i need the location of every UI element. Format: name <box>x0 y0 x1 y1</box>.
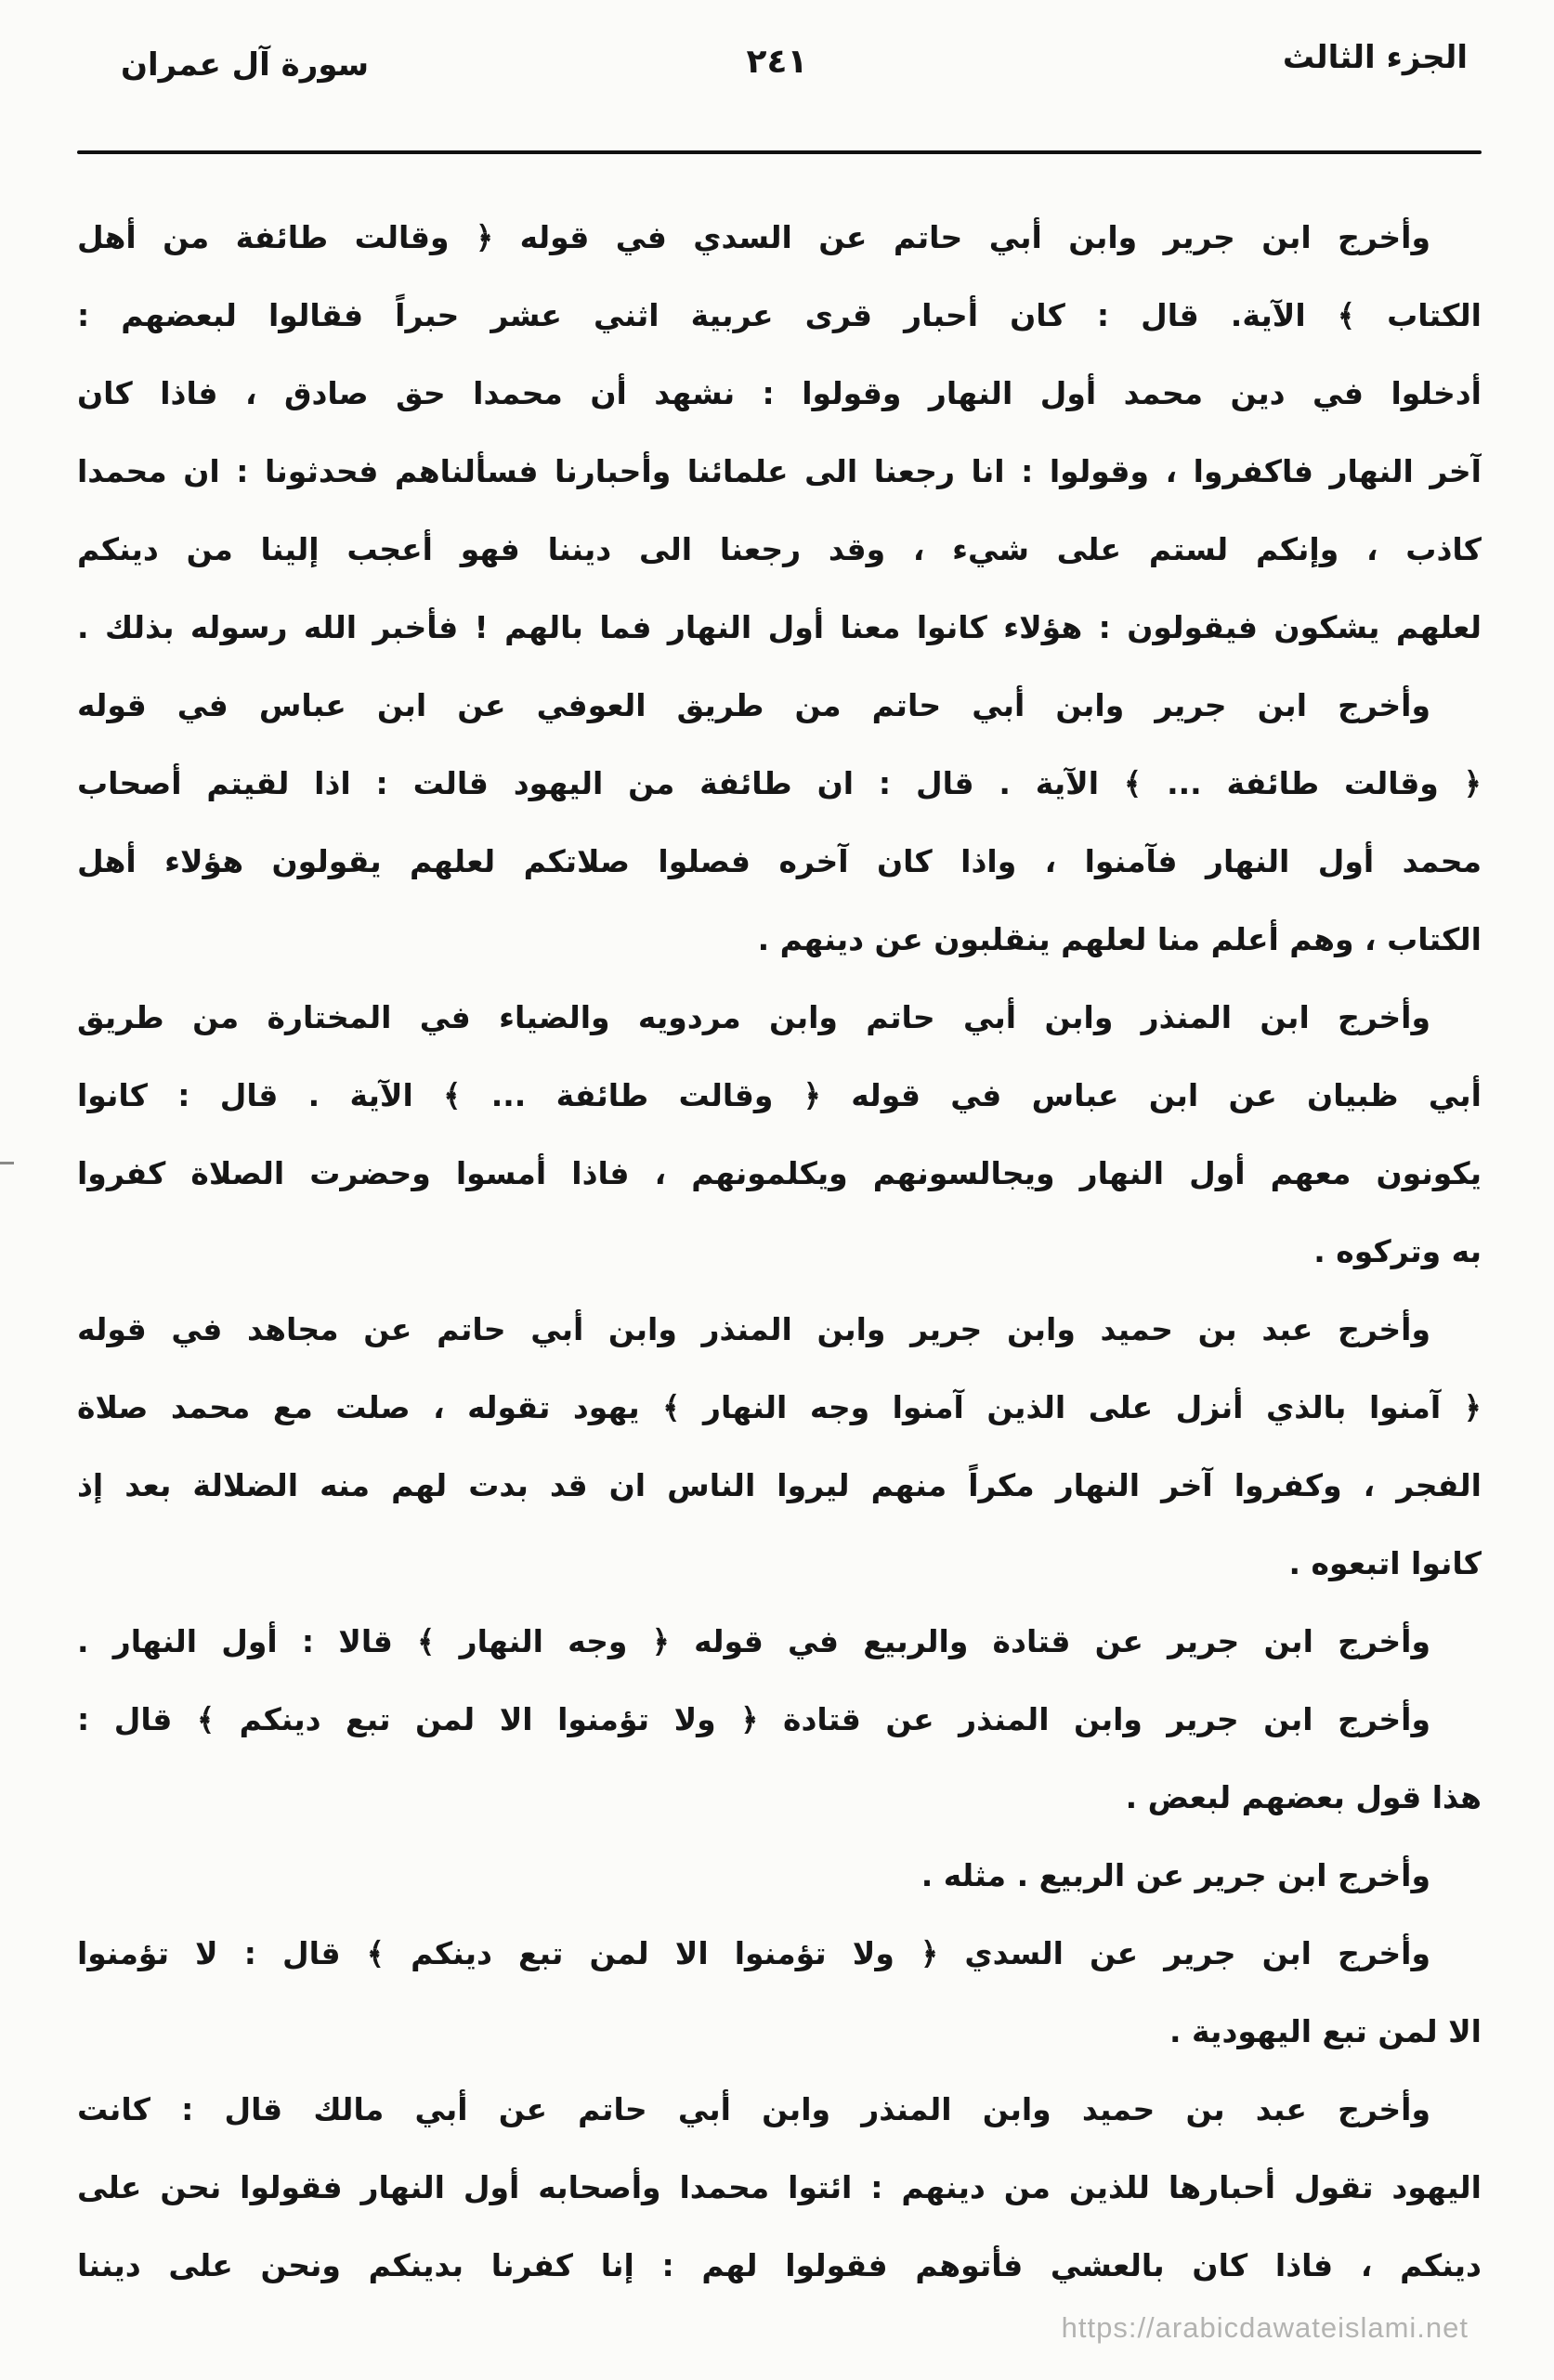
body-line: دينكم ، فاذا كان بالعشي فأتوهم فقولوا لهم : إنا كفرنا بدينكم ونحن على ديننا <box>77 2247 1482 2283</box>
body-line: وأخرج عبد بن حميد وابن جرير وابن المنذر وابن أبي حاتم عن مجاهد في قوله <box>77 1311 1430 1347</box>
body-line: كانوا اتبعوه . <box>1288 1545 1482 1581</box>
body-line: الا لمن تبع اليهودية . <box>1169 2013 1482 2049</box>
page-header <box>72 28 1482 102</box>
body-text <box>77 199 1482 2305</box>
body-line: وأخرج ابن المنذر وابن أبي حاتم وابن مردويه والضياء في المختارة من طريق <box>77 999 1430 1035</box>
body-line: وأخرج عبد بن حميد وابن المنذر وابن أبي حاتم عن أبي مالك قال : كانت <box>77 2091 1430 2127</box>
page-number: ٢٤١ <box>746 43 808 81</box>
body-line: هذا قول بعضهم لبعض . <box>1125 1779 1482 1815</box>
body-line: لعلهم يشكون فيقولون : هؤلاء كانوا معنا أول النهار فما بالهم ! فأخبر الله رسوله بذلك . <box>77 609 1482 645</box>
body-line: به وتركوه . <box>1313 1233 1482 1269</box>
body-line: يكونون معهم أول النهار ويجالسونهم ويكلمونهم ، فاذا أمسوا وحضرت الصلاة كفروا <box>77 1155 1482 1191</box>
body-line: محمد أول النهار فآمنوا ، واذا كان آخره فصلوا صلاتكم لعلهم يقولون هؤلاء أهل <box>77 843 1482 879</box>
body-line: ﴿ وقالت طائفة ... ﴾ الآية . قال : ان طائفة من اليهود قالت : اذا لقيتم أصحاب <box>77 765 1482 801</box>
header-divider <box>77 150 1482 154</box>
body-line: آخر النهار فاكفروا ، وقولوا : انا رجعنا الى علمائنا وأحبارنا فسألناهم فحدثونا : ان محمدا <box>77 453 1482 489</box>
body-line: أدخلوا في دين محمد أول النهار وقولوا : نشهد أن محمدا حق صادق ، فاذا كان <box>77 375 1482 411</box>
body-line: أبي ظبيان عن ابن عباس في قوله ﴿ وقالت طائفة ... ﴾ الآية . قال : كانوا <box>77 1077 1482 1113</box>
body-line: الكتاب ، وهم أعلم منا لعلهم ينقلبون عن دينهم . <box>757 921 1482 957</box>
body-line: وأخرج ابن جرير عن السدي ﴿ ولا تؤمنوا الا لمن تبع دينكم ﴾ قال : لا تؤمنوا <box>77 1935 1430 1971</box>
body-line: وأخرج ابن جرير وابن المنذر عن قتادة ﴿ ولا تؤمنوا الا لمن تبع دينكم ﴾ قال : <box>77 1701 1430 1737</box>
body-line: وأخرج ابن جرير عن الربيع . مثله . <box>921 1857 1430 1893</box>
body-line: الفجر ، وكفروا آخر النهار مكراً منهم ليروا الناس ان قد بدت لهم منه الضلالة بعد إذ <box>77 1467 1482 1503</box>
volume-title: الجزء الثالث <box>1282 39 1468 76</box>
surah-title: سورة آل عمران <box>121 46 370 84</box>
body-line: وأخرج ابن جرير عن قتادة والربيع في قوله ﴿ وجه النهار ﴾ قالا : أول النهار . <box>77 1623 1430 1659</box>
body-line: وأخرج ابن جرير وابن أبي حاتم من طريق العوفي عن ابن عباس في قوله <box>77 687 1430 723</box>
scan-artifact-dash <box>0 1162 14 1164</box>
body-line: وأخرج ابن جرير وابن أبي حاتم عن السدي في قوله ﴿ وقالت طائفة من أهل <box>77 219 1430 255</box>
body-line: اليهود تقول أحبارها للذين من دينهم : ائتوا محمدا وأصحابه أول النهار فقولوا نحن على <box>77 2169 1482 2205</box>
body-line: الكتاب ﴾ الآية. قال : كان أحبار قرى عربية اثني عشر حبراً فقالوا لبعضهم : <box>77 297 1482 333</box>
body-line: كاذب ، وإنكم لستم على شيء ، وقد رجعنا الى ديننا فهو أعجب إلينا من دينكم <box>77 531 1482 567</box>
body-line: ﴿ آمنوا بالذي أنزل على الذين آمنوا وجه النهار ﴾ يهود تقوله ، صلت مع محمد صلاة <box>77 1389 1482 1425</box>
watermark-url: https://arabicdawateislami.net <box>1061 2311 1469 2344</box>
